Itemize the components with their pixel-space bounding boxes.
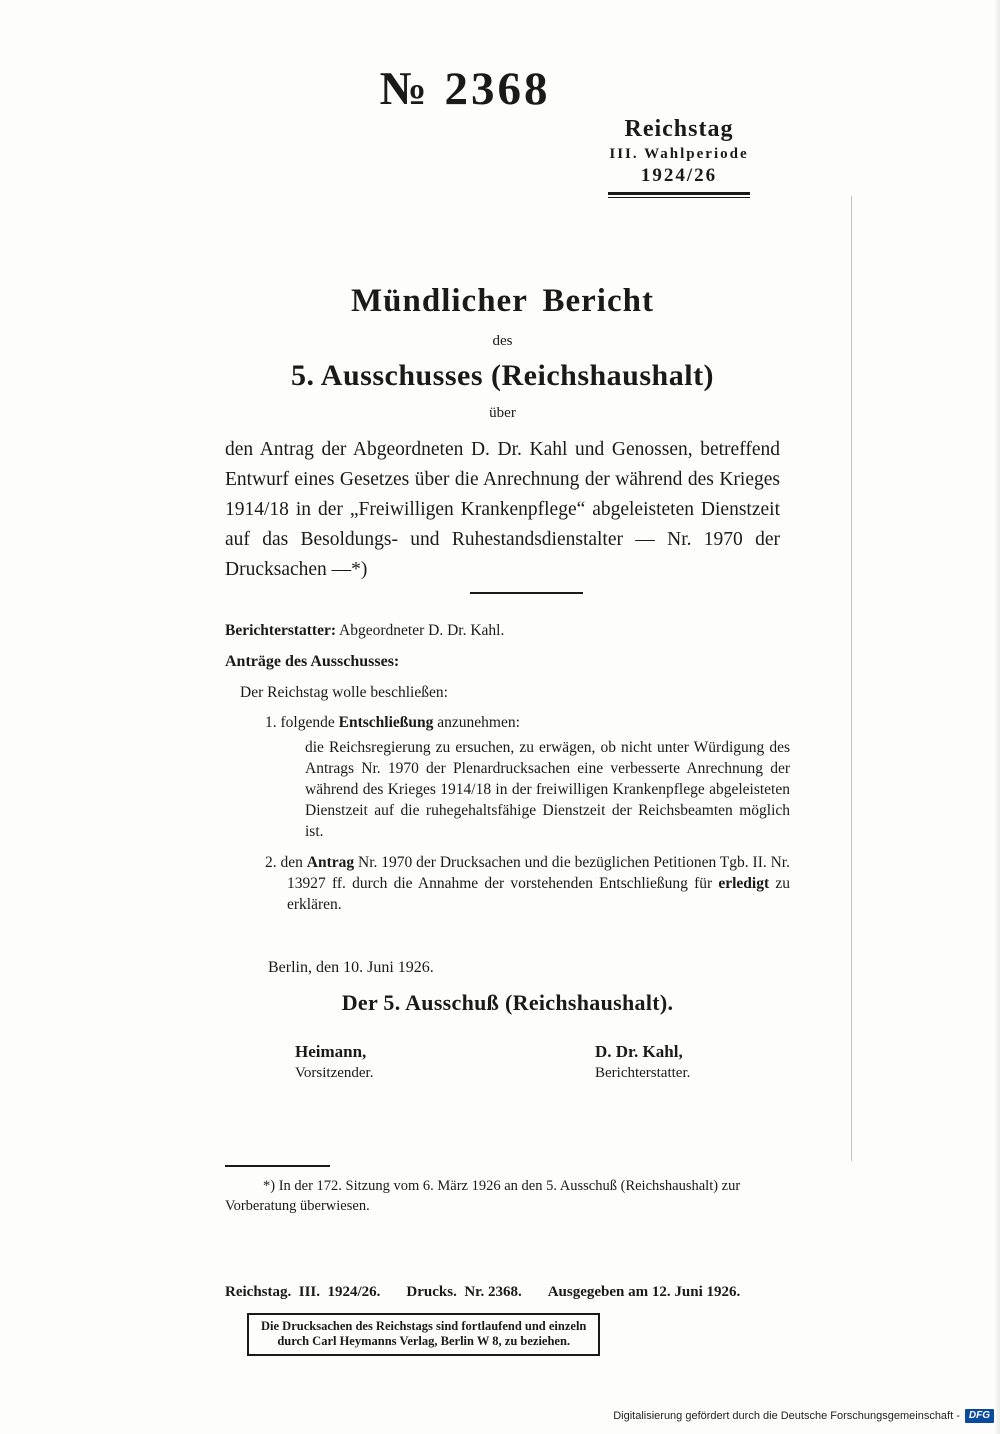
imprint-right: Ausgegeben am 12. Juni 1926. (547, 1284, 741, 1300)
motion-item-1 (225, 712, 790, 733)
title-connector-des: des (492, 333, 513, 349)
document-number: № 2368 (379, 63, 551, 115)
report-title: Mündlicher Bericht (351, 283, 654, 319)
signature-rapporteur (595, 1042, 690, 1082)
separator-rule (470, 592, 583, 594)
motion-item-2 (225, 852, 790, 915)
item2-bold-antrag: Antrag (306, 854, 355, 871)
item2-post: zu erklären. (287, 875, 790, 913)
item2-mid: Nr. 1970 der Drucksachen und die bezüglichen Petitionen Tgb. II. Nr. 13927 ff. durch die Annahme der vorstehenden Entschließung für (287, 854, 790, 892)
title-block (225, 283, 780, 585)
scan-edge-shading (994, 0, 1000, 1434)
title-connector-ueber: über (489, 405, 516, 421)
imprint-line (225, 1284, 825, 1301)
closing-block (225, 990, 790, 1092)
footnote-rule (225, 1165, 330, 1167)
item2-pre: 2. den (265, 854, 307, 871)
double-rule-thin (608, 197, 750, 198)
imprint-left: Reichstag. III. 1924/26. (225, 1284, 381, 1300)
footnote-text: *) In der 172. Sitzung vom 6. März 1926 an den 5. Ausschuß (Reichshaushalt) zur Vorberatung überwiesen. (225, 1178, 741, 1214)
rapporteur-label: Berichterstatter: (225, 622, 337, 639)
institution-name: Reichstag (624, 116, 734, 142)
legislative-period: III. Wahlperiode (609, 146, 749, 162)
header-corner (608, 116, 750, 198)
rapporteur-value: Abgeordneter D. Dr. Kahl. (339, 622, 505, 639)
period-years: 1924/26 (640, 165, 718, 186)
motion-item-1-body: die Reichsregierung zu ersuchen, zu erwägen, ob nicht unter Würdigung des Antrags Nr. 1970 der Plenardrucksachen eine verbesserte Anrechnung der während des Krieges 1914/18 in der freiwilligen Krankenpflege abgeleisteten Dienstzeit auf die ruhegehaltsfähige Dienstzeit der Reichsbeamten möglich ist. (305, 739, 790, 840)
signature-row (225, 1042, 790, 1092)
chairman-role: Vorsitzender. (295, 1065, 374, 1081)
rapporteur-name: D. Dr. Kahl, (595, 1042, 683, 1061)
double-rule-thick (608, 192, 750, 195)
dfg-logo: DFG (965, 1409, 994, 1423)
scan-artifact-line (851, 196, 852, 1161)
rapporteur-role: Berichterstatter. (595, 1065, 691, 1081)
dateline: Berlin, den 10. Juni 1926. (268, 959, 434, 976)
committee-title: 5. Ausschusses (Reichshaushalt) (290, 359, 715, 392)
item2-bold-erledigt: erledigt (718, 875, 770, 892)
publisher-notice-box (247, 1313, 600, 1356)
digitization-credit (613, 1409, 994, 1423)
publisher-notice-line2: durch Carl Heymanns Verlag, Berlin W 8, zu beziehen. (277, 1334, 571, 1348)
item1-pre: 1. folgende (265, 714, 339, 731)
subject-paragraph: den Antrag der Abgeordneten D. Dr. Kahl und Genossen, betreffend Entwurf eines Gesetzes über die Anrechnung der während des Krieges 1914/18 in der „Freiwilligen Krankenpflege“ abgeleisteten Dienstzeit auf das Besoldungs- und Ruhestandsdienstalter — Nr. 1970 der Drucksachen —*) (225, 439, 780, 580)
imprint-middle: Drucks. Nr. 2368. (406, 1284, 522, 1300)
digitization-credit-text: Digitalisierung gefördert durch die Deutsche Forschungsgemeinschaft - (613, 1410, 960, 1422)
footnote-block (225, 1165, 790, 1216)
resolution-intro: Der Reichstag wolle beschließen: (240, 684, 448, 701)
motions-heading: Anträge des Ausschusses: (225, 653, 400, 670)
signature-chairman (295, 1042, 373, 1082)
report-body (225, 620, 790, 978)
chairman-name: Heimann, (295, 1042, 367, 1061)
rapporteur-line (225, 620, 790, 641)
item1-bold: Entschließung (338, 714, 434, 731)
publisher-notice-line1: Die Drucksachen des Reichstags sind fortlaufend und einzeln (261, 1319, 587, 1333)
closing-committee-line: Der 5. Ausschuß (Reichshaushalt). (341, 990, 674, 1015)
item1-post: anzunehmen: (433, 714, 520, 731)
